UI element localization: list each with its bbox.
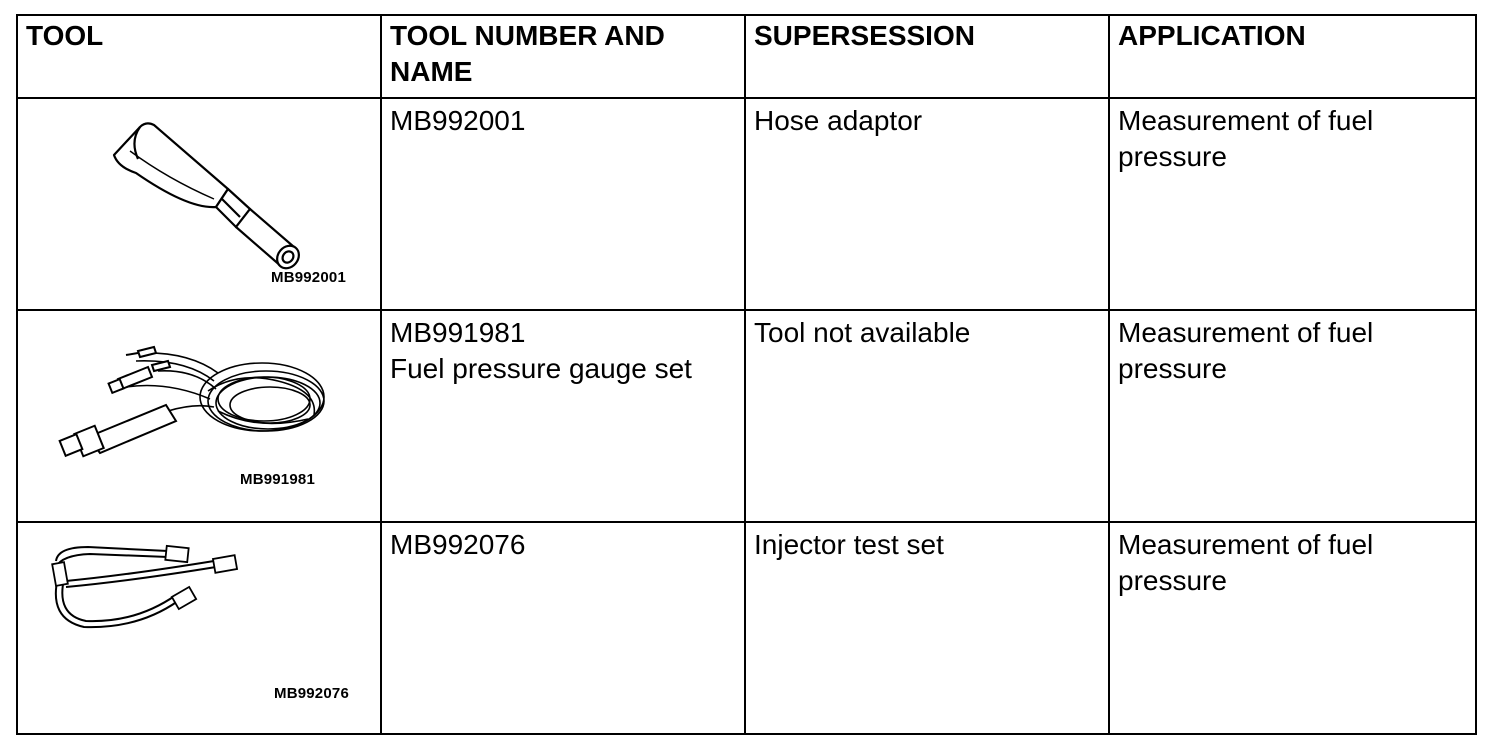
header-application: APPLICATION [1109, 15, 1476, 98]
supersession-cell: Tool not available [745, 310, 1109, 522]
application-cell: Measurement of fuel pressure [1109, 310, 1476, 522]
tool-caption: MB992076 [274, 685, 349, 702]
tool-number: MB991981 [390, 317, 526, 348]
tool-name: Fuel pressure gauge set [390, 353, 692, 384]
header-tool-number-and-name: TOOL NUMBER AND NAME [381, 15, 745, 98]
tool-number: MB992001 [390, 105, 526, 136]
supersession-cell: Hose adaptor [745, 98, 1109, 310]
table-row [17, 98, 1476, 310]
table-header-row [17, 15, 1476, 98]
tool-caption: MB992001 [271, 269, 346, 286]
fuel-pressure-gauge-set-icon [18, 311, 382, 517]
tool-illustration-cell [17, 310, 381, 522]
application-cell: Measurement of fuel pressure [1109, 522, 1476, 734]
tool-number-and-name-cell [381, 98, 745, 310]
tool-illustration-cell [17, 522, 381, 734]
special-tools-table [16, 14, 1477, 735]
tool-caption: MB991981 [240, 471, 315, 488]
table-row [17, 522, 1476, 734]
tool-number-and-name-cell [381, 522, 745, 734]
tool-number-and-name-cell [381, 310, 745, 522]
supersession-cell: Injector test set [745, 522, 1109, 734]
application-cell: Measurement of fuel pressure [1109, 98, 1476, 310]
tool-illustration-cell [17, 98, 381, 310]
tool-number: MB992076 [390, 529, 526, 560]
header-supersession: SUPERSESSION [745, 15, 1109, 98]
table-row [17, 310, 1476, 522]
header-tool: TOOL [17, 15, 381, 98]
